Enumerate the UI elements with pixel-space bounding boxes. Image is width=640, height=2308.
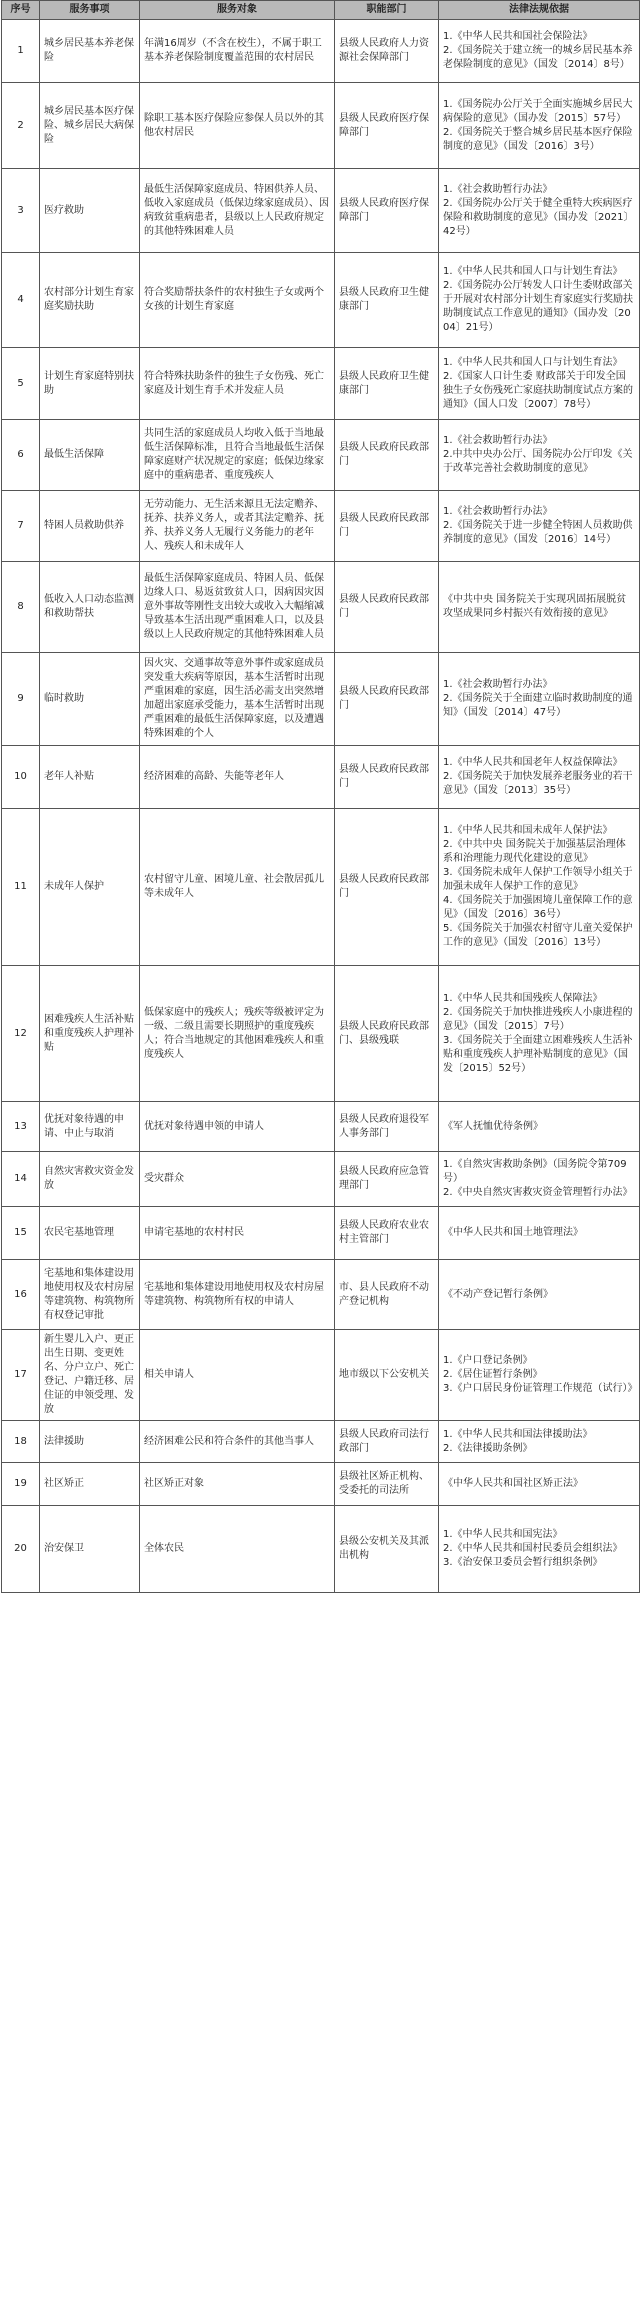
row-number: 7 xyxy=(2,491,40,562)
law-item: 2.《国务院办公厅转发人口计生委财政部关于开展对农村部分计划生育家庭实行奖励扶助制度试点工作意见的通知》（国办发〔2004〕21号） xyxy=(443,280,633,333)
law-item: 5.《国务院关于加强农村留守儿童关爱保护工作的意见》（国发〔2016〕13号） xyxy=(443,923,633,948)
law-basis xyxy=(439,253,640,348)
service-target: 符合特殊扶助条件的独生子女伤残、死亡家庭及计划生育手术并发症人员 xyxy=(140,348,335,420)
row-number: 4 xyxy=(2,253,40,348)
service-target: 最低生活保障家庭成员、特困人员、低保边缘人口、易返贫致贫人口，因病因灾因意外事故等刚性支出较大或收入大幅缩减导致基本生活出现严重困难人口，以及县级以上人民政府规定的其他特殊困难人员 xyxy=(140,562,335,653)
table-row xyxy=(2,420,640,491)
row-number: 5 xyxy=(2,348,40,420)
service-item: 农村部分计划生育家庭奖励扶助 xyxy=(40,253,140,348)
law-item: 《军人抚恤优待条例》 xyxy=(443,1120,543,1132)
law-basis xyxy=(439,1102,640,1152)
service-target: 申请宅基地的农村村民 xyxy=(140,1207,335,1260)
law-item: 1.《中华人民共和国残疾人保障法》 xyxy=(443,992,603,1004)
service-item: 自然灾害救灾资金发放 xyxy=(40,1152,140,1207)
row-number: 1 xyxy=(2,20,40,83)
law-item: 1.《中华人民共和国法律援助法》 xyxy=(443,1428,593,1440)
law-item: 2.《中共中央 国务院关于加强基层治理体系和治理能力现代化建设的意见》 xyxy=(443,839,626,864)
row-number: 8 xyxy=(2,562,40,653)
department: 地市级以下公安机关 xyxy=(335,1330,439,1421)
row-number: 16 xyxy=(2,1260,40,1330)
table-row xyxy=(2,1330,640,1421)
table-row xyxy=(2,491,640,562)
row-number: 18 xyxy=(2,1421,40,1463)
law-item: 2.《法律援助条例》 xyxy=(443,1442,533,1454)
service-item: 优抚对象待遇的申请、中止与取消 xyxy=(40,1102,140,1152)
table-row xyxy=(2,1102,640,1152)
law-item: 1.《社会救助暂行办法》 xyxy=(443,183,553,195)
header-row xyxy=(2,1,640,20)
law-item: 1.《社会救助暂行办法》 xyxy=(443,679,553,690)
law-item: 1.《国务院办公厅关于全面实施城乡居民大病保险的意见》（国办发〔2015〕57号） xyxy=(443,98,633,124)
row-number: 10 xyxy=(2,746,40,809)
service-item: 社区矫正 xyxy=(40,1463,140,1506)
row-number: 14 xyxy=(2,1152,40,1207)
law-item: 1.《中华人民共和国未成年人保护法》 xyxy=(443,825,613,836)
department: 县级人民政府民政部门 xyxy=(335,809,439,966)
header-item: 服务事项 xyxy=(40,1,140,20)
table-row xyxy=(2,83,640,169)
law-item: 2.《国务院关于全面建立临时救助制度的通知》（国发〔2014〕47号） xyxy=(443,693,633,718)
row-number: 17 xyxy=(2,1330,40,1421)
service-target: 优抚对象待遇申领的申请人 xyxy=(140,1102,335,1152)
service-target: 无劳动能力、无生活来源且无法定赡养、抚养、扶养义务人，或者其法定赡养、抚养、扶养义务人无履行义务能力的老年人、残疾人和未成年人 xyxy=(140,491,335,562)
law-basis xyxy=(439,20,640,83)
service-item: 医疗救助 xyxy=(40,169,140,253)
department: 县级人民政府民政部门 xyxy=(335,491,439,562)
service-item: 特困人员救助供养 xyxy=(40,491,140,562)
law-item: 2.《中央自然灾害救灾资金管理暂行办法》 xyxy=(443,1187,633,1198)
law-item: 2.中共中央办公厅、国务院办公厅印发《关于改革完善社会救助制度的意见》 xyxy=(443,449,633,474)
department: 县级人民政府人力资源社会保障部门 xyxy=(335,20,439,83)
service-target: 全体农民 xyxy=(140,1506,335,1593)
table-row xyxy=(2,1207,640,1260)
law-item: 1.《户口登记条例》 xyxy=(443,1355,533,1366)
law-item: 2.《国务院关于进一步健全特困人员救助供养制度的意见》（国发〔2016〕14号） xyxy=(443,520,633,545)
row-number: 9 xyxy=(2,653,40,746)
service-item: 宅基地和集体建设用地使用权及农村房屋等建筑物、构筑物所有权登记审批 xyxy=(40,1260,140,1330)
service-target: 宅基地和集体建设用地使用权及农村房屋等建筑物、构筑物所有权的申请人 xyxy=(140,1260,335,1330)
law-basis xyxy=(439,1152,640,1207)
service-item: 低收入人口动态监测和救助帮扶 xyxy=(40,562,140,653)
table-row xyxy=(2,169,640,253)
table-row xyxy=(2,348,640,420)
law-basis xyxy=(439,1260,640,1330)
row-number: 20 xyxy=(2,1506,40,1593)
service-item: 未成年人保护 xyxy=(40,809,140,966)
law-item: 《中华人民共和国土地管理法》 xyxy=(443,1227,583,1238)
law-item: 2.《国务院关于加快推进残疾人小康进程的意见》（国发〔2015〕7号） xyxy=(443,1006,633,1032)
law-item: 1.《社会救助暂行办法》 xyxy=(443,435,553,446)
service-item: 困难残疾人生活补贴和重度残疾人护理补贴 xyxy=(40,966,140,1102)
table-row xyxy=(2,1506,640,1593)
service-item: 城乡居民基本养老保险 xyxy=(40,20,140,83)
law-basis xyxy=(439,169,640,253)
law-item: 2.《中华人民共和国村民委员会组织法》 xyxy=(443,1543,623,1554)
law-item: 2.《国务院关于整合城乡居民基本医疗保险制度的意见》（国发〔2016〕3号） xyxy=(443,126,633,152)
law-item: 2.《居住证暂行条例》 xyxy=(443,1369,543,1380)
row-number: 11 xyxy=(2,809,40,966)
service-item: 法律援助 xyxy=(40,1421,140,1463)
law-basis xyxy=(439,1330,640,1421)
service-target: 经济困难公民和符合条件的其他当事人 xyxy=(140,1421,335,1463)
table-row xyxy=(2,1421,640,1463)
law-item: 1.《中华人民共和国老年人权益保障法》 xyxy=(443,757,623,768)
table-row xyxy=(2,562,640,653)
row-number: 15 xyxy=(2,1207,40,1260)
service-target: 相关申请人 xyxy=(140,1330,335,1421)
law-basis xyxy=(439,746,640,809)
row-number: 19 xyxy=(2,1463,40,1506)
table-body xyxy=(2,20,640,1593)
service-item: 治安保卫 xyxy=(40,1506,140,1593)
service-item: 新生婴儿入户、更正出生日期、变更姓名、分户立户、死亡登记、户籍迁移、居住证的申领受理、发放 xyxy=(40,1330,140,1421)
table-row xyxy=(2,746,640,809)
service-target: 除职工基本医疗保险应参保人员以外的其他农村居民 xyxy=(140,83,335,169)
law-basis xyxy=(439,1207,640,1260)
table-row xyxy=(2,809,640,966)
row-number: 12 xyxy=(2,966,40,1102)
department: 县级人民政府民政部门、县级残联 xyxy=(335,966,439,1102)
table-row xyxy=(2,1463,640,1506)
law-basis xyxy=(439,420,640,491)
law-basis xyxy=(439,809,640,966)
department: 县级人民政府应急管理部门 xyxy=(335,1152,439,1207)
service-item: 最低生活保障 xyxy=(40,420,140,491)
table-row xyxy=(2,1152,640,1207)
row-number: 6 xyxy=(2,420,40,491)
law-item: 3.《户口居民身份证管理工作规范（试行）》 xyxy=(443,1383,638,1394)
header-target: 服务对象 xyxy=(140,1,335,20)
service-target: 经济困难的高龄、失能等老年人 xyxy=(140,746,335,809)
law-item: 1.《社会救助暂行办法》 xyxy=(443,506,553,517)
department: 县级人民政府退役军人事务部门 xyxy=(335,1102,439,1152)
law-item: 3.《治安保卫委员会暂行组织条例》 xyxy=(443,1557,603,1568)
law-item: 1.《中华人民共和国人口与计划生育法》 xyxy=(443,266,623,277)
law-basis xyxy=(439,348,640,420)
service-target: 因火灾、交通事故等意外事件或家庭成员突发重大疾病等原因，基本生活暂时出现严重困难的家庭，因生活必需支出突然增加超出家庭承受能力，基本生活暂时出现严重困难的最低生活保障家庭，以及遭遇特殊困难的个人 xyxy=(140,653,335,746)
service-item: 农民宅基地管理 xyxy=(40,1207,140,1260)
table-row xyxy=(2,1260,640,1330)
law-item: 3.《国务院未成年人保护工作领导小组关于加强未成年人保护工作的意见》 xyxy=(443,867,633,892)
table-row xyxy=(2,20,640,83)
service-target: 符合奖励帮扶条件的农村独生子女或两个女孩的计划生育家庭 xyxy=(140,253,335,348)
service-target: 农村留守儿童、困境儿童、社会散居孤儿等未成年人 xyxy=(140,809,335,966)
services-table xyxy=(1,0,640,1593)
department: 县级人民政府医疗保障部门 xyxy=(335,169,439,253)
department: 县级人民政府民政部门 xyxy=(335,653,439,746)
department: 县级人民政府民政部门 xyxy=(335,420,439,491)
law-basis xyxy=(439,83,640,169)
department: 县级人民政府农业农村主管部门 xyxy=(335,1207,439,1260)
department: 县级公安机关及其派出机构 xyxy=(335,1506,439,1593)
service-target: 年满16周岁（不含在校生），不属于职工基本养老保险制度覆盖范围的农村居民 xyxy=(140,20,335,83)
law-item: 《不动产登记暂行条例》 xyxy=(443,1288,553,1300)
law-item: 2.《国家人口计生委 财政部关于印发全国独生子女伤残死亡家庭扶助制度试点方案的通知》（国人口发〔2007〕78号） xyxy=(443,370,633,410)
row-number: 3 xyxy=(2,169,40,253)
department: 县级人民政府民政部门 xyxy=(335,562,439,653)
table-row xyxy=(2,253,640,348)
service-target: 最低生活保障家庭成员、特困供养人员、低收入家庭成员（低保边缘家庭成员）、因病致贫重病患者，县级以上人民政府规定的其他特殊困难人员 xyxy=(140,169,335,253)
row-number: 13 xyxy=(2,1102,40,1152)
department: 县级人民政府司法行政部门 xyxy=(335,1421,439,1463)
service-target: 共同生活的家庭成员人均收入低于当地最低生活保障标准，且符合当地最低生活保障家庭财产状况规定的家庭；低保边缘家庭中的重病患者、重度残疾人 xyxy=(140,420,335,491)
law-basis xyxy=(439,1506,640,1593)
department: 县级人民政府卫生健康部门 xyxy=(335,348,439,420)
law-item: 1.《中华人民共和国宪法》 xyxy=(443,1529,563,1540)
service-item: 老年人补贴 xyxy=(40,746,140,809)
table-row xyxy=(2,966,640,1102)
department: 县级人民政府医疗保障部门 xyxy=(335,83,439,169)
law-item: 1.《中华人民共和国社会保险法》 xyxy=(443,31,593,42)
law-basis xyxy=(439,562,640,653)
law-item: 2.《国务院关于建立统一的城乡居民基本养老保险制度的意见》（国发〔2014〕8号） xyxy=(443,45,633,70)
table-row xyxy=(2,653,640,746)
law-item: 1.《中华人民共和国人口与计划生育法》 xyxy=(443,356,623,368)
service-target: 低保家庭中的残疾人；残疾等级被评定为一级、二级且需要长期照护的重度残疾人；符合当地规定的其他困难残疾人和重度残疾人 xyxy=(140,966,335,1102)
header-dept: 职能部门 xyxy=(335,1,439,20)
law-basis xyxy=(439,653,640,746)
department: 县级社区矫正机构、受委托的司法所 xyxy=(335,1463,439,1506)
law-basis xyxy=(439,491,640,562)
law-item: 4.《国务院关于加强困境儿童保障工作的意见》（国发〔2016〕36号） xyxy=(443,895,633,920)
law-basis xyxy=(439,1421,640,1463)
law-basis xyxy=(439,1463,640,1506)
row-number: 2 xyxy=(2,83,40,169)
header-laws: 法律法规依据 xyxy=(439,1,640,20)
service-item: 临时救助 xyxy=(40,653,140,746)
department: 县级人民政府卫生健康部门 xyxy=(335,253,439,348)
law-item: 3.《国务院关于全面建立困难残疾人生活补贴和重度残疾人护理补贴制度的意见》（国发〔2015〕52号） xyxy=(443,1034,633,1074)
service-target: 受灾群众 xyxy=(140,1152,335,1207)
law-item: 《中共中央 国务院关于实现巩固拓展脱贫攻坚成果同乡村振兴有效衔接的意见》 xyxy=(443,594,627,619)
header-no: 序号 xyxy=(2,1,40,20)
department: 县级人民政府民政部门 xyxy=(335,746,439,809)
law-basis xyxy=(439,966,640,1102)
law-item: 2.《国务院办公厅关于健全重特大疾病医疗保险和救助制度的意见》（国办发〔2021〕42号） xyxy=(443,197,634,237)
law-item: 1.《自然灾害救助条例》（国务院令第709号） xyxy=(443,1159,627,1184)
service-item: 城乡居民基本医疗保险、城乡居民大病保险 xyxy=(40,83,140,169)
department: 市、县人民政府不动产登记机构 xyxy=(335,1260,439,1330)
law-item: 《中华人民共和国社区矫正法》 xyxy=(443,1478,583,1489)
service-item: 计划生育家庭特别扶助 xyxy=(40,348,140,420)
service-target: 社区矫正对象 xyxy=(140,1463,335,1506)
law-item: 2.《国务院关于加快发展养老服务业的若干意见》（国发〔2013〕35号） xyxy=(443,771,633,796)
